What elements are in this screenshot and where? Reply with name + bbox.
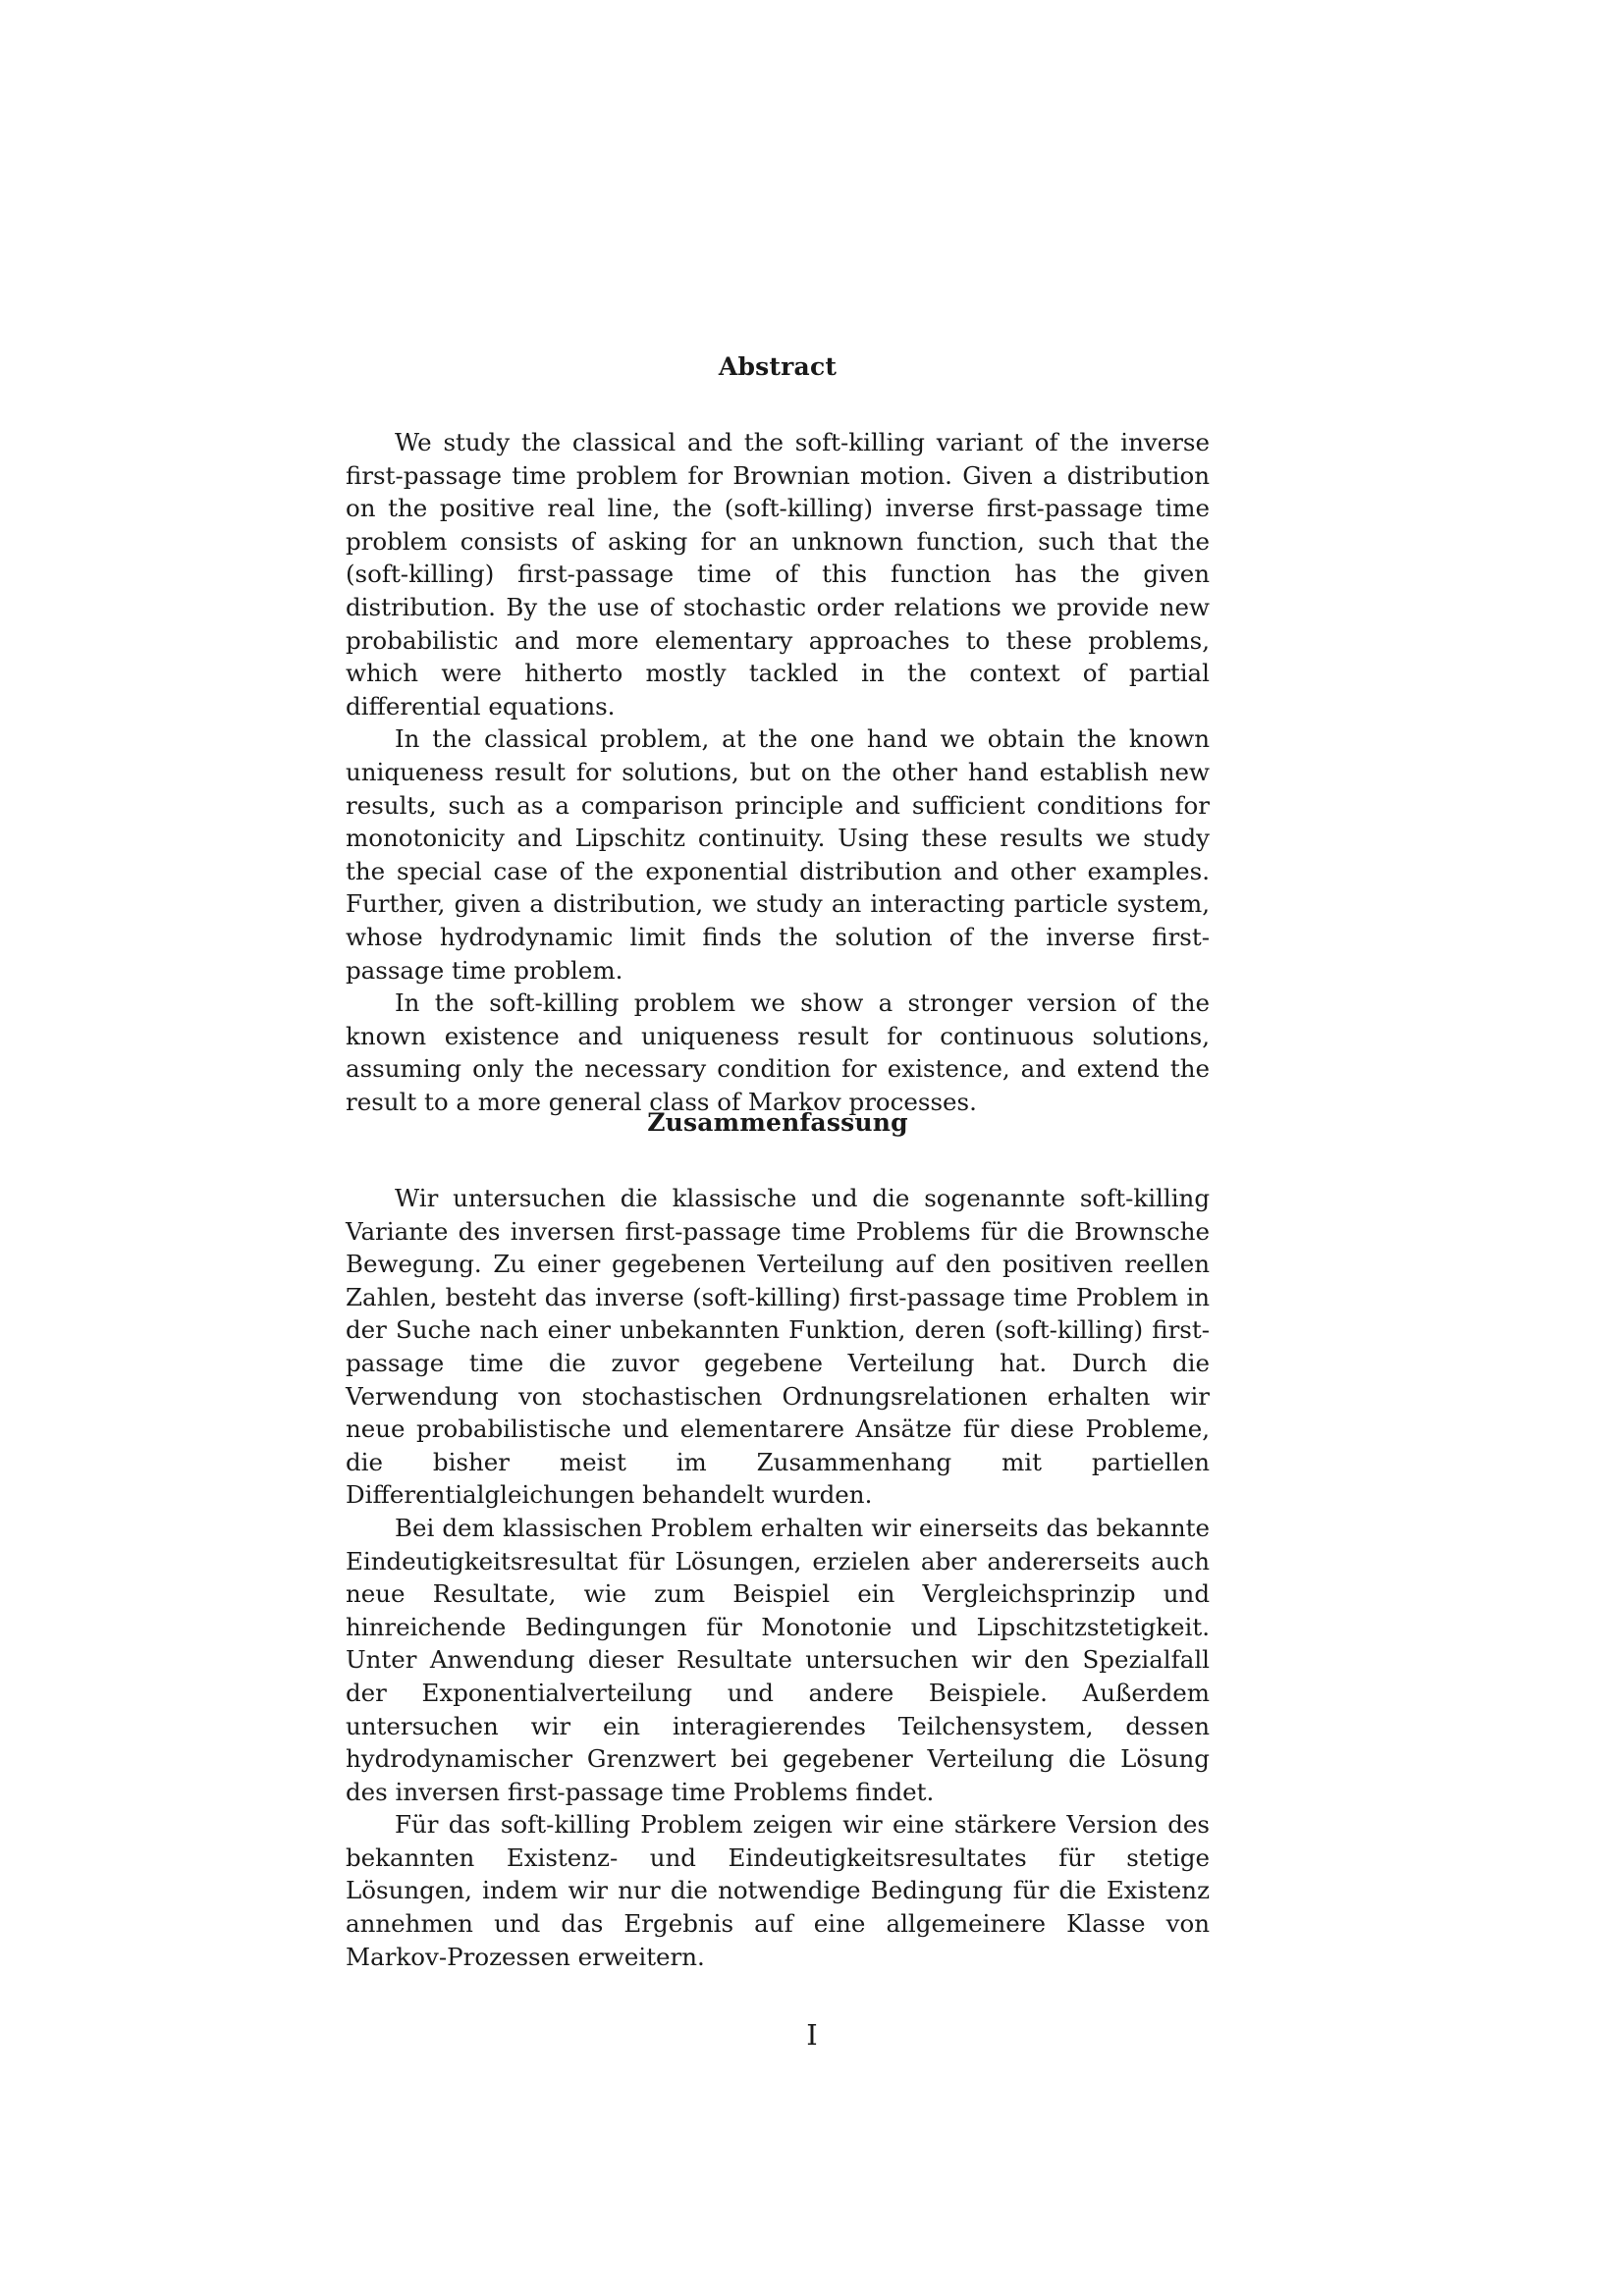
page-number: I xyxy=(806,2018,818,2052)
abstract-paragraph-3: In the soft-killing problem we show a stronger version of the known existence and uniqueness result for continuous solutions, assuming only the necessary condition for existence, and extend the result to a more general class of Markov processes. xyxy=(346,988,1210,1116)
abstract-section xyxy=(346,344,1210,1118)
abstract-paragraph-1: We study the classical and the soft-killing variant of the inverse first-passage time problem for Brownian motion. Given a distribution on the positive real line, the (soft-killing) inverse first-passage time problem consists of asking for an unknown function, such that the (soft-killing) first-passage time of this function has the given distribution. By the use of stochastic order relations we provide new probabilistic and more elementary approaches to these problems, which were hitherto mostly tackled in the context of partial differential equations. xyxy=(346,428,1210,721)
abstract-paragraph-2: In the classical problem, at the one hand we obtain the known uniqueness result for solutions, but on the other hand establish new results, such as a comparison principle and sufficient conditions for monotonicity and Lipschitz continuity. Using these results we study the special case of the exponential distribution and other examples. Further, given a distribution, we study an interacting particle system, whose hydrodynamic limit finds the solution of the inverse first-passage time problem. xyxy=(346,724,1210,985)
abstract-heading: Abstract xyxy=(718,352,838,381)
zusammenfassung-section xyxy=(346,1099,1210,1973)
zusammenfassung-heading: Zusammenfassung xyxy=(647,1108,908,1137)
zusammenfassung-paragraph-2: Bei dem klassischen Problem erhalten wir einerseits das bekannte Eindeutigkeitsresultat für Lösungen, erzielen aber andererseits auch neue Resultate, wie zum Beispiel ein Vergleichsprinzip und hinreichende Bedingungen für Monotonie und Lipschitzstetigkeit. Unter Anwendung dieser Resultate untersuchen wir den Spezialfall der Exponentialverteilung und andere Beispiele. Außerdem untersuchen wir ein interagierendes Teilchensystem, dessen hydrodynamischer Grenzwert bei gegebener Verteilung die Lösung des inversen first-passage time Problems findet. xyxy=(346,1513,1210,1806)
zusammenfassung-paragraph-3: Für das soft-killing Problem zeigen wir eine stärkere Version des bekannten Existenz- und Eindeutigkeitsresultates für stetige Lösungen, indem wir nur die notwendige Bedingung für die Existenz annehmen und das Ergebnis auf eine allgemeinere Klasse von Markov-Prozessen erweitern. xyxy=(346,1810,1210,1971)
zusammenfassung-paragraph-1: Wir untersuchen die klassische und die sogenannte soft-killing Variante des inversen first-passage time Problems für die Brownsche Bewegung. Zu einer gegebenen Verteilung auf den positiven reellen Zahlen, besteht das inverse (soft-killing) first-passage time Problem in der Suche nach einer unbekannten Funktion, deren (soft-killing) first-passage time die zuvor gegebene Verteilung hat. Durch die Verwendung von stochastischen Ordnungsrelationen erhalten wir neue probabilistische und elementarere Ansätze für diese Probleme, die bisher meist im Zusammenhang mit partiellen Differentialgleichungen behandelt wurden. xyxy=(346,1184,1210,1510)
